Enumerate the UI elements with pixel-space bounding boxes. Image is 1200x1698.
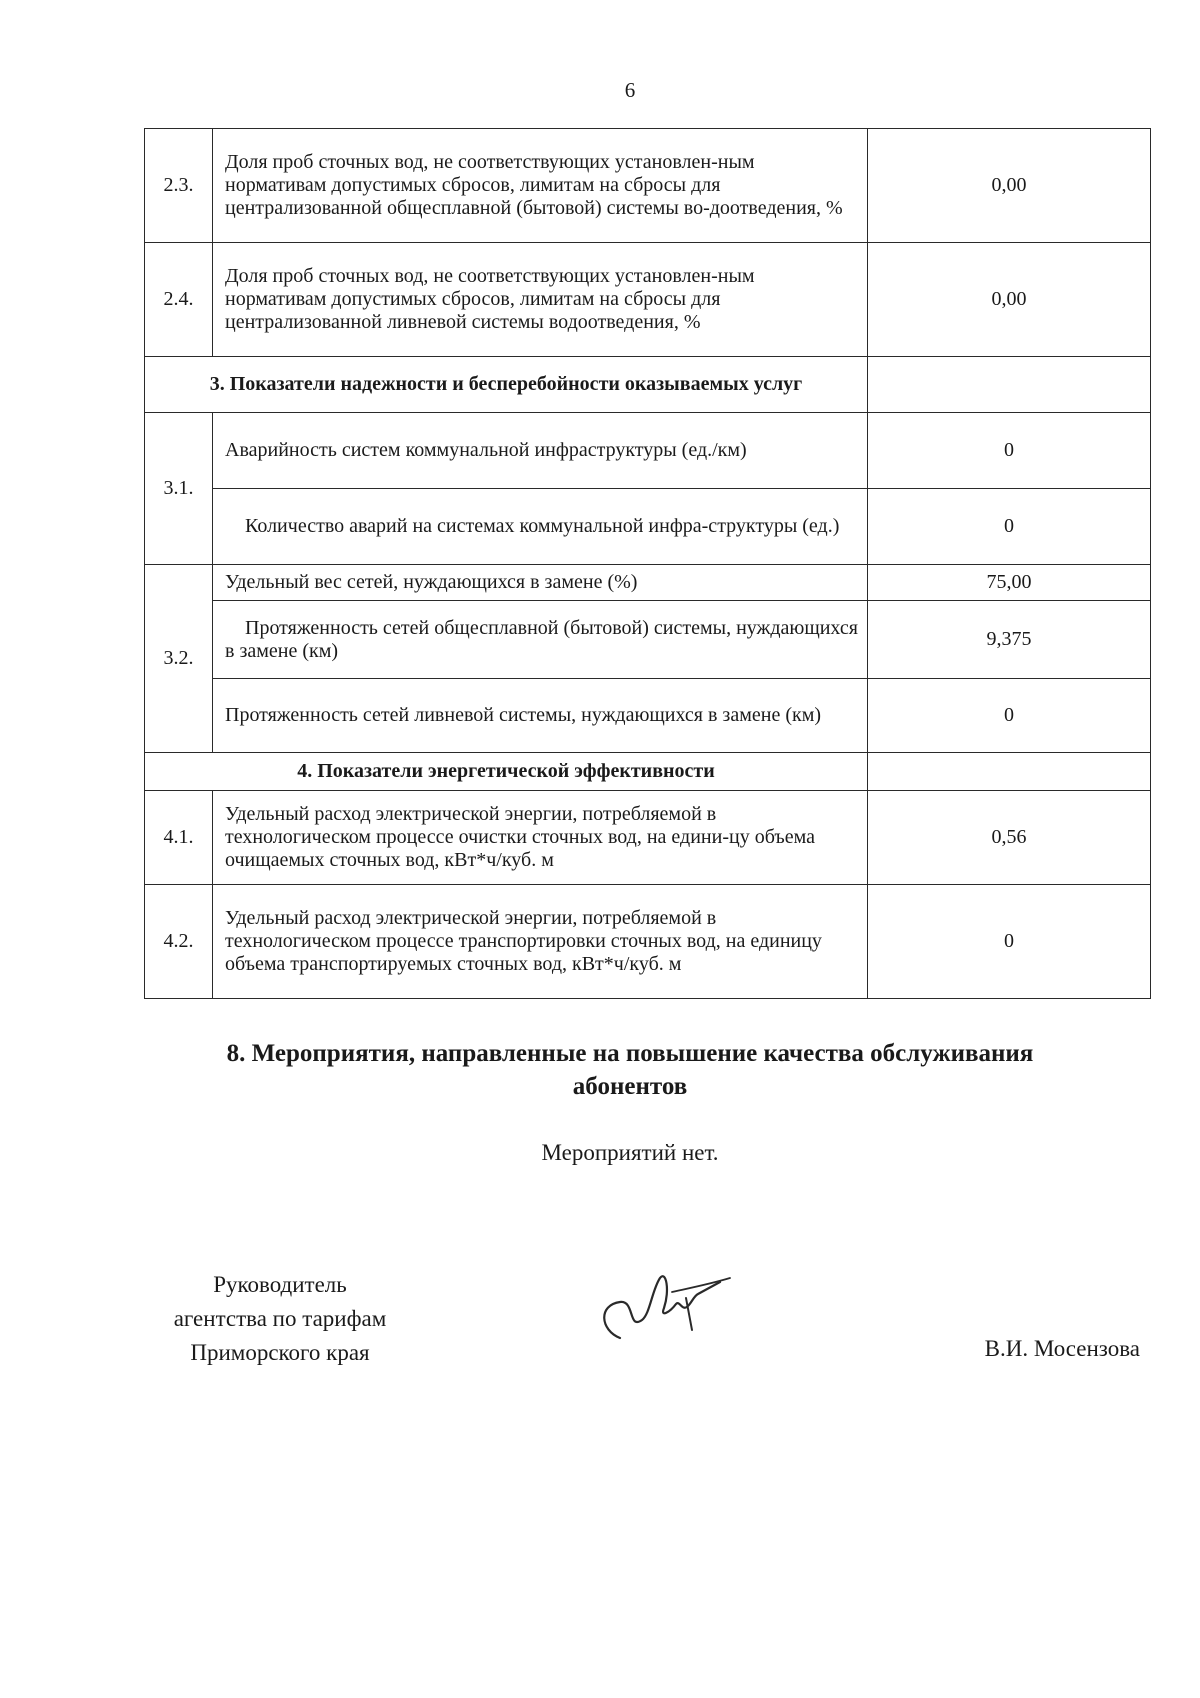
- indicators-table: [144, 128, 1151, 999]
- section-heading-reliability: 3. Показатели надежности и бесперебойности оказываемых услуг: [145, 357, 868, 413]
- row-number: 4.2.: [145, 885, 213, 999]
- row-value: 0,56: [868, 791, 1151, 885]
- row-value: 0,00: [868, 129, 1151, 243]
- signer-title-line: Приморского края: [190, 1340, 370, 1365]
- row-number: 3.1.: [145, 413, 213, 565]
- row-description: Количество аварий на системах коммунальной инфра-структуры (ед.): [213, 489, 868, 565]
- section-value-empty: [868, 357, 1151, 413]
- section-heading-energy: 4. Показатели энергетической эффективности: [145, 753, 868, 791]
- section-heading-measures: 8. Мероприятия, направленные на повышение качества обслуживания абонентов: [226, 1040, 1034, 1100]
- row-number: 4.1.: [145, 791, 213, 885]
- table-row: [145, 791, 1151, 885]
- section-row: [145, 357, 1151, 413]
- measures-note: Мероприятий нет.: [541, 1140, 719, 1165]
- row-value: 9,375: [868, 601, 1151, 679]
- table-row: [145, 565, 1151, 601]
- row-description: Протяженность сетей общесплавной (бытовой) системы, нуждающихся в замене (км): [213, 601, 868, 679]
- section-value-empty: [868, 753, 1151, 791]
- table-row: [145, 489, 1151, 565]
- row-description: Доля проб сточных вод, не соответствующих установлен-ным нормативам допустимых сбросов, лимитам на сбросы для централизованной общесплавной (бытовой) системы во-доотведения, %: [213, 129, 868, 243]
- row-number: 3.2.: [145, 565, 213, 753]
- table-row: [145, 129, 1151, 243]
- handwritten-signature: [580, 1260, 740, 1360]
- signer-title: [130, 1268, 430, 1370]
- signer-name: В.И. Мосензова: [984, 1336, 1140, 1361]
- signer-title-line: Руководитель: [213, 1272, 347, 1297]
- row-description: Удельный вес сетей, нуждающихся в замене (%): [213, 565, 868, 601]
- row-value: 0,00: [868, 243, 1151, 357]
- table-row: [145, 601, 1151, 679]
- row-number: 2.3.: [145, 129, 213, 243]
- row-description: Доля проб сточных вод, не соответствующих установлен-ным нормативам допустимых сбросов, лимитам на сбросы для централизованной ливневой системы водоотведения, %: [213, 243, 868, 357]
- row-number: 2.4.: [145, 243, 213, 357]
- row-description: Аварийность систем коммунальной инфраструктуры (ед./км): [213, 413, 868, 489]
- row-description: Удельный расход электрической энергии, потребляемой в технологическом процессе очистки сточных вод, на едини-цу объема очищаемых сточных вод, кВт*ч/куб. м: [213, 791, 868, 885]
- row-value: 0: [868, 489, 1151, 565]
- row-description: Удельный расход электрической энергии, потребляемой в технологическом процессе транспортировки сточных вод, на единицу объема транспортируемых сточных вод, кВт*ч/куб. м: [213, 885, 868, 999]
- table-row: [145, 243, 1151, 357]
- row-value: 0: [868, 885, 1151, 999]
- row-value: 75,00: [868, 565, 1151, 601]
- section-row: [145, 753, 1151, 791]
- row-value: 0: [868, 413, 1151, 489]
- signer-title-line: агентства по тарифам: [173, 1306, 387, 1331]
- table-row: [145, 679, 1151, 753]
- table-row: [145, 413, 1151, 489]
- row-description: Протяженность сетей ливневой системы, нуждающихся в замене (км): [213, 679, 868, 753]
- row-value: 0: [868, 679, 1151, 753]
- table-row: [145, 885, 1151, 999]
- page-number: 6: [624, 78, 636, 102]
